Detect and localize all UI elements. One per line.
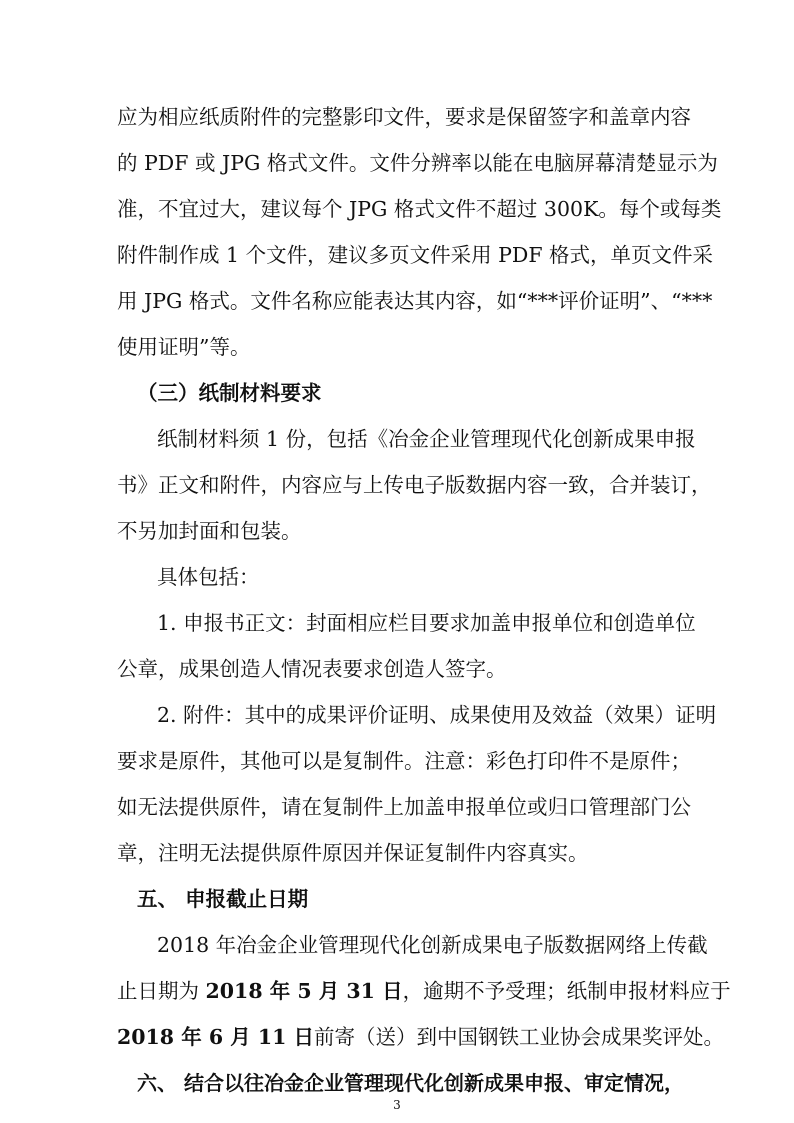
deadline-prefix: 止日期为	[117, 979, 206, 1003]
body-line-12: 1. 申报书正文：封面相应栏目要求加盖申报单位和创造单位	[157, 611, 696, 635]
body-line-4: 附件制作成 1 个文件，建议多页文件采用 PDF 格式，单页文件采	[117, 243, 714, 267]
body-line-8: 纸制材料须 1 份，包括《冶金企业管理现代化创新成果申报	[157, 427, 696, 451]
mail-deadline-date: 2018 年 6 月 11 日	[117, 1025, 315, 1049]
body-line-13: 公章，成果创造人情况表要求创造人签字。	[117, 657, 507, 681]
page-number: 3	[393, 1098, 401, 1112]
mail-deadline-suffix: 前寄（送）到中国钢铁工业协会成果奖评处。	[314, 1025, 725, 1049]
body-line-17: 章，注明无法提供原件原因并保证复制件内容真实。	[117, 841, 589, 865]
body-line-16: 如无法提供原件，请在复制件上加盖申报单位或归口管理部门公	[117, 795, 691, 819]
body-line-6: 使用证明”等。	[117, 335, 251, 359]
body-line-14: 2. 附件：其中的成果评价证明、成果使用及效益（效果）证明	[157, 703, 717, 727]
body-line-20	[117, 976, 731, 1006]
body-line-19: 2018 年冶金企业管理现代化创新成果电子版数据网络上传截	[157, 933, 708, 957]
body-line-15: 要求是原件，其他可以是复制件。注意：彩色打印件不是原件；	[117, 749, 691, 773]
body-line-1: 应为相应纸质附件的完整影印文件，要求是保留签字和盖章内容	[117, 105, 691, 129]
deadline-suffix: ，逾期不予受理；纸制申报材料应于	[402, 979, 731, 1003]
section-heading-six: 六、 结合以往冶金企业管理现代化创新成果申报、审定情况，	[137, 1071, 684, 1095]
upload-deadline-date: 2018 年 5 月 31 日	[205, 979, 403, 1003]
body-line-9: 书》正文和附件，内容应与上传电子版数据内容一致，合并装订，	[117, 473, 712, 497]
body-line-21	[117, 1022, 725, 1052]
section-heading-deadline: 五、 申报截止日期	[137, 887, 309, 911]
section-heading-paper-materials: （三）纸制材料要求	[137, 381, 322, 405]
body-line-5: 用 JPG 格式。文件名称应能表达其内容，如“***评价证明”、“***	[117, 289, 713, 313]
body-line-2: 的 PDF 或 JPG 格式文件。文件分辨率以能在电脑屏幕清楚显示为	[117, 151, 718, 175]
body-line-3: 准，不宜过大，建议每个 JPG 格式文件不超过 300K。每个或每类	[117, 197, 722, 221]
body-line-10: 不另加封面和包装。	[117, 519, 302, 543]
body-line-11: 具体包括：	[157, 565, 260, 589]
